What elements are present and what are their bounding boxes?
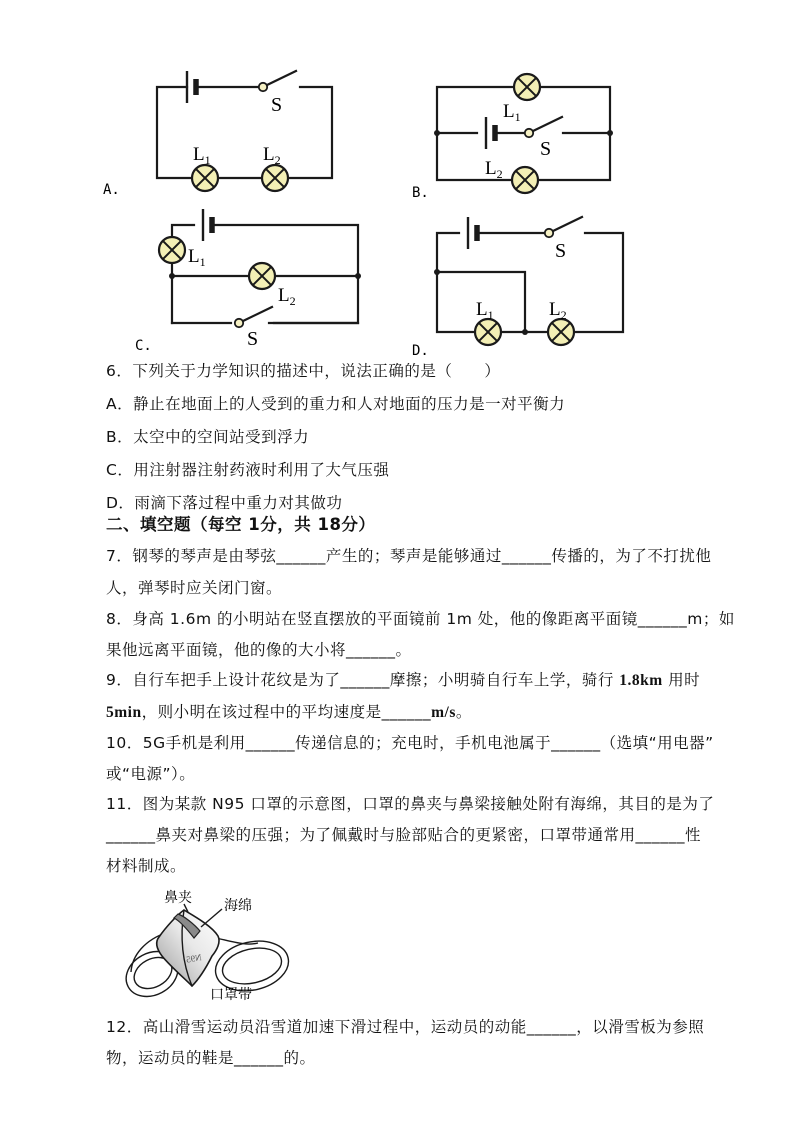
question-9-text: ，则小明在该过程中的平均速度是______ (141, 703, 432, 721)
wires (157, 87, 332, 178)
strap-label: 口罩带 (210, 987, 252, 1003)
lamp-l2-label: $L_2$ (549, 299, 567, 322)
option-letter-c: C. (135, 338, 152, 354)
switch-label: S (271, 94, 283, 116)
battery-icon (203, 209, 212, 241)
mask-print-label: N95 (185, 952, 203, 965)
question-7-line1: 7．钢琴的琴声是由琴弦______产生的；琴声是能够通过______传播的，为了不打扰他 (106, 547, 712, 565)
question-6-option-d: D．雨滴下落过程中重力对其做功 (106, 494, 343, 512)
question-6-option-a: A．静止在地面上的人受到的重力和人对地面的压力是一对平衡力 (106, 395, 566, 413)
lamp-l1-icon (475, 319, 501, 345)
lamp-l2-icon (548, 319, 574, 345)
option-letter-d: D. (412, 343, 429, 359)
lamp-l2-icon (512, 167, 538, 193)
section-2-title: 二、填空题（每空 1分，共 18分） (106, 515, 376, 534)
circuit-diagram-c (110, 205, 380, 360)
question-7-line2: 人，弹琴时应关闭门窗。 (106, 579, 283, 597)
question-10-line2: 或“电源”）。 (106, 765, 196, 783)
circuit-diagram-d (395, 210, 640, 365)
question-10-line1: 10．5G手机是利用______传递信息的；充电时，手机电池属于______（选填“用电器” (106, 734, 714, 752)
wires (434, 233, 623, 335)
lamp-l1-label: $L_1$ (188, 246, 206, 269)
lamp-l2-icon (249, 263, 275, 289)
switch-label: S (540, 138, 552, 160)
lamp-l1-label: $L_1$ (193, 144, 211, 167)
option-letter-a: A. (103, 182, 120, 198)
question-6-stem: 6．下列关于力学知识的描述中，说法正确的是（ ） (106, 362, 501, 380)
nose-clip-label: 鼻夹 (164, 890, 192, 906)
switch-label: S (247, 328, 259, 350)
question-11-line3: 材料制成。 (106, 857, 187, 875)
sponge-label: 海绵 (224, 898, 252, 914)
question-9-line2 (106, 702, 706, 723)
question-12-line2: 物，运动员的鞋是______的。 (106, 1049, 316, 1067)
switch-icon (545, 217, 582, 262)
lamp-l2-label: $L_2$ (485, 158, 503, 181)
battery-icon (468, 217, 477, 249)
lamp-l2-label: $L_2$ (278, 285, 296, 308)
lamp-l1-icon (159, 237, 185, 263)
sponge-leader-line (201, 909, 222, 927)
question-8-line1: 8．身高 1.6m 的小明站在竖直摆放的平面镜前 1m 处，他的像距离平面镜______m；如 (106, 610, 735, 628)
battery-icon (187, 71, 196, 103)
speed-unit: m/s (431, 704, 456, 721)
question-8-line2: 果他远离平面镜，他的像的大小将______。 (106, 641, 412, 659)
lamp-l1-icon (192, 165, 218, 191)
question-11-line2: ______鼻夹对鼻梁的压强；为了佩戴时与脸部贴合的更紧密，口罩带通常用______性 (106, 826, 702, 844)
question-11-line1: 11．图为某款 N95 口罩的示意图，口罩的鼻夹与鼻梁接触处附有海绵，其目的是为了 (106, 795, 715, 813)
mask-body (157, 910, 219, 986)
n95-mask-figure (122, 878, 357, 1018)
time-value: 5min (106, 704, 142, 721)
battery-icon (486, 117, 495, 149)
distance-value: 1.8km (619, 672, 663, 689)
option-letter-b: B. (412, 185, 429, 201)
question-6-option-c: C．用注射器注射药液时利用了大气压强 (106, 461, 390, 479)
switch-icon (235, 307, 358, 350)
switch-icon (525, 117, 562, 160)
switch-label: S (555, 240, 567, 262)
question-9-text: 用时 (662, 671, 701, 689)
lamp-l1-label: $L_1$ (476, 299, 494, 322)
lamp-l1-label: $L_1$ (503, 101, 521, 124)
switch-icon (259, 71, 296, 116)
lamp-l1-icon (514, 74, 540, 100)
question-9-line1 (106, 670, 706, 691)
question-9-text: 。 (455, 703, 472, 721)
circuit-diagram-a (95, 58, 345, 208)
lamp-l2-icon (262, 165, 288, 191)
question-9-text: 9．自行车把手上设计花纹是为了______摩擦；小明骑自行车上学，骑行 (106, 671, 620, 689)
question-6-option-b: B．太空中的空间站受到浮力 (106, 428, 310, 446)
lamp-l2-label: $L_2$ (263, 144, 281, 167)
question-12-line1: 12．高山滑雪运动员沿雪道加速下滑过程中，运动员的动能______，以滑雪板为参照 (106, 1018, 705, 1036)
circuit-diagram-b (400, 55, 630, 210)
